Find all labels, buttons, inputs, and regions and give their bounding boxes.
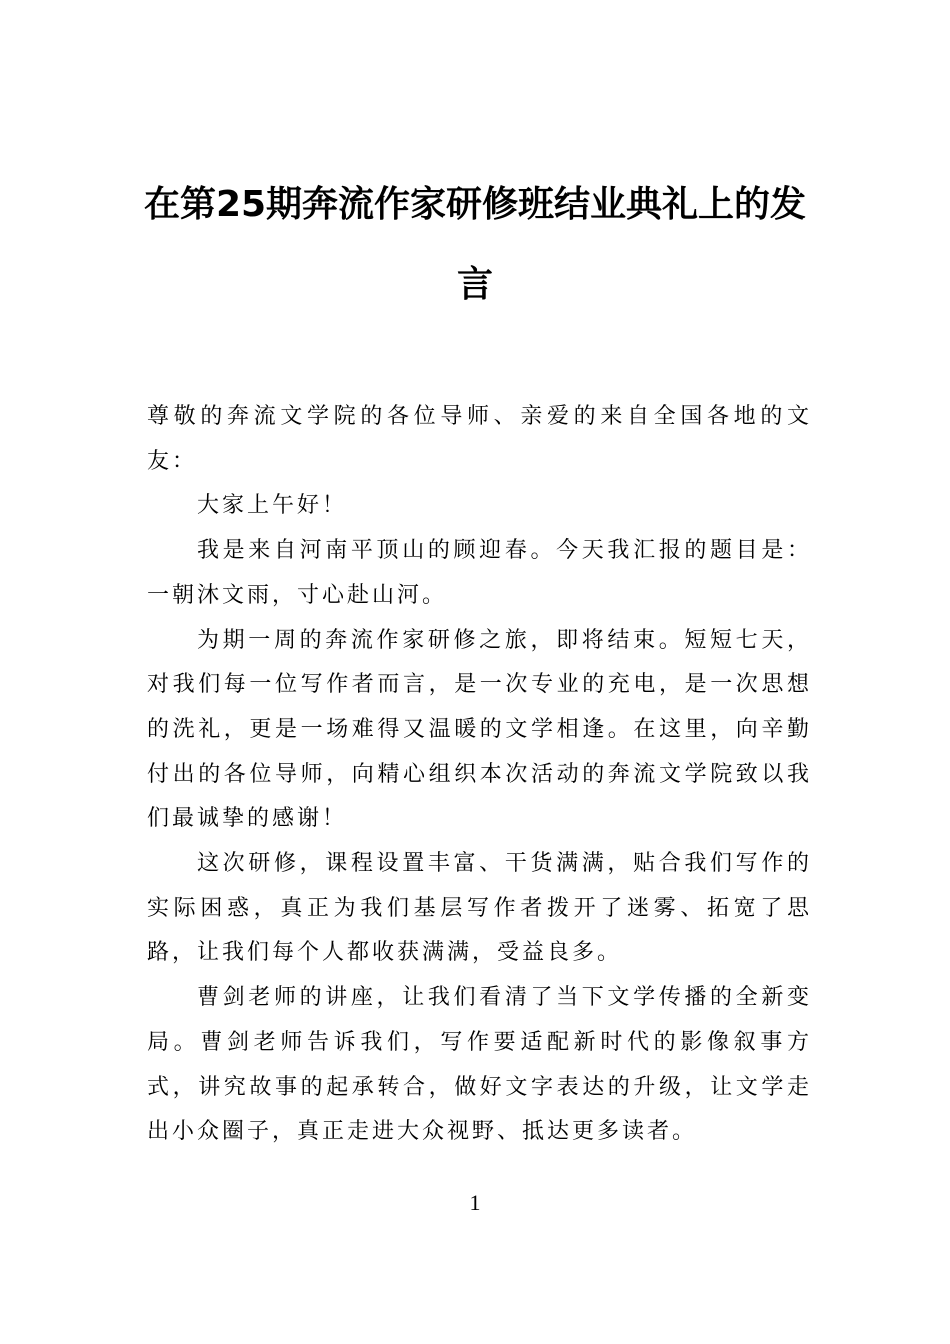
salutation-paragraph: 尊敬的奔流文学院的各位导师、亲爱的来自全国各地的文友： [147, 404, 812, 474]
greeting-paragraph: 大家上午好！ [197, 493, 348, 519]
course-summary-paragraph: 这次研修，课程设置丰富、干货满满，贴合我们写作的实际困惑，真正为我们基层写作者拨开了迷雾、拓宽了思路，让我们每个人都收获满满，受益良多。 [147, 851, 812, 966]
lecture-paragraph: 曹剑老师的讲座，让我们看清了当下文学传播的全新变局。曹剑老师告诉我们，写作要适配新时代的影像叙事方式，讲究故事的起承转合，做好文字表达的升级，让文学走出小众圈子，真正走进大众视野、抵达更多读者。 [147, 985, 812, 1145]
document-body [147, 395, 812, 1155]
introduction-paragraph: 我是来自河南平顶山的顾迎春。今天我汇报的题目是：一朝沐文雨，寸心赴山河。 [147, 538, 812, 608]
document-title: 在第25期奔流作家研修班结业典礼上的发言 [143, 184, 807, 305]
thanks-paragraph: 为期一周的奔流作家研修之旅，即将结束。短短七天，对我们每一位写作者而言，是一次专业的充电，是一次思想的洗礼，更是一场难得又温暖的文学相逢。在这里，向辛勤付出的各位导师，向精心组织本次活动的奔流文学院致以我们最诚挚的感谢！ [147, 627, 812, 832]
page-number: 1 [469, 1190, 481, 1215]
